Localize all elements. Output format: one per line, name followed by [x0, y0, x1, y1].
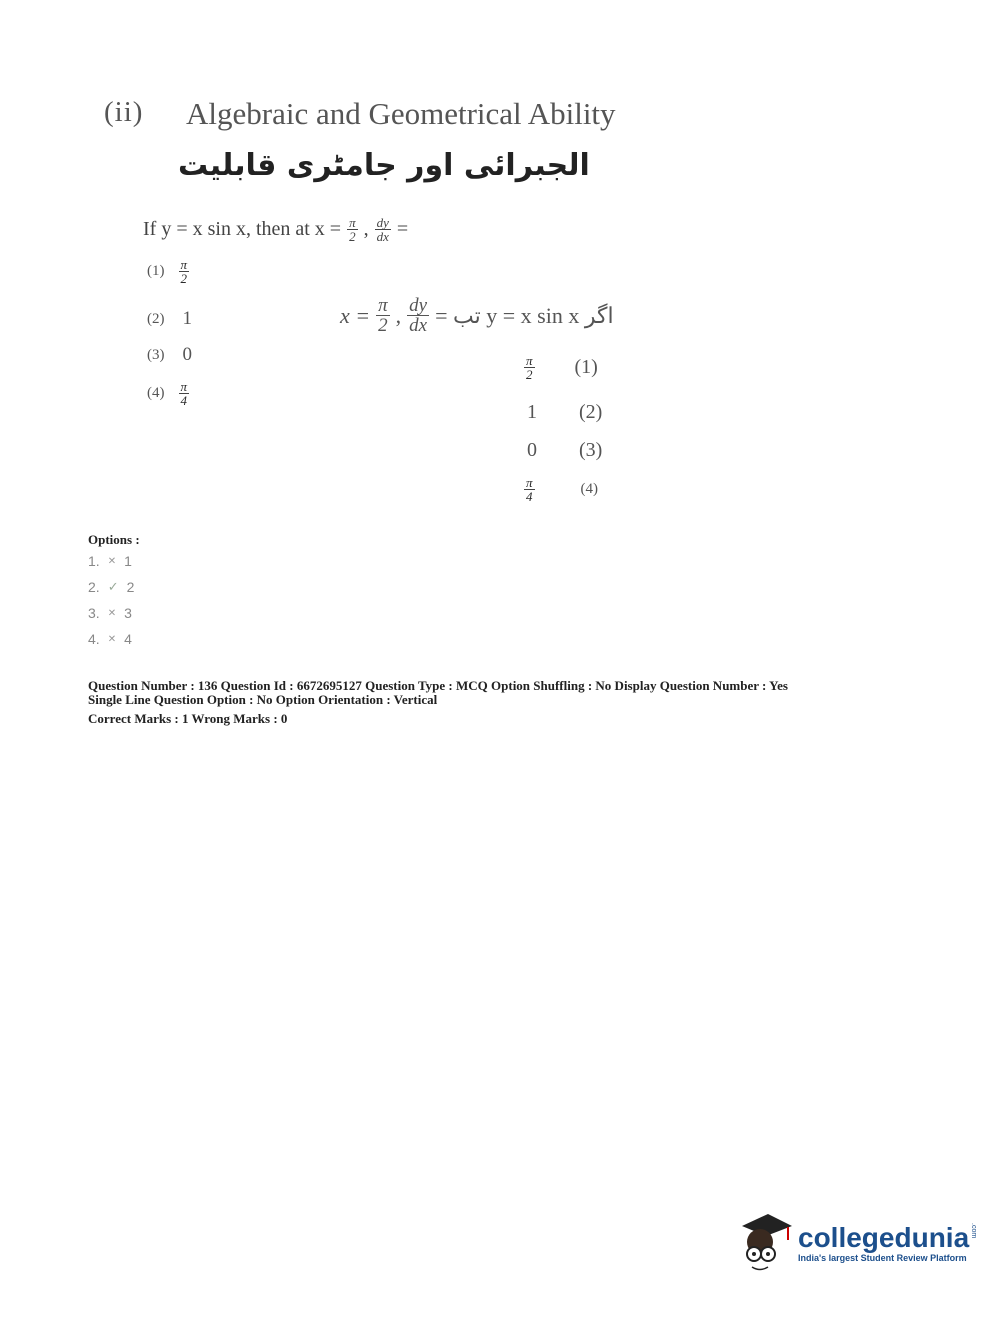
section-title: Algebraic and Geometrical Ability	[186, 96, 616, 131]
question-option-4	[147, 380, 189, 407]
option-label: (3)	[147, 346, 165, 363]
question-option-1	[147, 258, 189, 285]
answer-option-1	[88, 553, 132, 569]
derivative-fraction	[375, 216, 391, 243]
urdu-option-value: 1	[527, 401, 537, 423]
option-label: (4)	[147, 385, 165, 401]
x-fraction	[347, 216, 358, 243]
derivative-numerator: dy	[376, 215, 389, 230]
derivative-denominator: dx	[376, 229, 389, 244]
question-meta-line-1: Question Number : 136 Question Id : 6672695127 Question Type : MCQ Option Shuffling : No Display Question Number : Yes	[88, 678, 788, 693]
urdu-option-fraction	[524, 476, 535, 503]
urdu-option-numerator: π	[526, 353, 533, 368]
answer-option-value: 2	[126, 579, 135, 595]
urdu-derivative-numerator: dy	[409, 295, 428, 316]
option-fraction	[179, 380, 190, 407]
answer-option-value: 1	[124, 553, 132, 569]
answer-option-4	[88, 631, 132, 647]
urdu-option-denominator: 2	[526, 367, 533, 382]
question-option-2	[147, 308, 192, 330]
question-option-3	[147, 344, 192, 366]
answer-option-2	[88, 579, 134, 595]
answer-option-number: 3.	[88, 605, 100, 621]
collegedunia-logo[interactable]	[738, 1212, 977, 1274]
logo-tagline: India's largest Student Review Platform	[798, 1253, 967, 1263]
urdu-option-label: (4)	[580, 481, 599, 497]
answer-option-number: 2.	[88, 579, 100, 595]
urdu-option-numerator: π	[526, 475, 533, 490]
urdu-x-var: x =	[340, 302, 371, 328]
cross-icon: ✕	[107, 555, 117, 567]
question-meta-line-2: Single Line Question Option : No Option Orientation : Vertical	[88, 692, 438, 707]
question-text-urdu	[340, 296, 614, 335]
option-label: (1)	[147, 263, 165, 279]
question-prefix: If y = x sin x, then at x =	[143, 218, 342, 240]
answer-option-number: 4.	[88, 631, 100, 647]
urdu-x-denominator: 2	[378, 315, 388, 336]
check-icon: ✓	[107, 579, 119, 594]
urdu-question-text: = تب y = x sin x اگر	[435, 302, 614, 328]
cross-icon: ✕	[107, 633, 117, 645]
option-denominator: 2	[180, 271, 187, 286]
urdu-option-denominator: 4	[526, 489, 533, 504]
urdu-derivative-denominator: dx	[409, 315, 428, 336]
urdu-x-numerator: π	[378, 295, 388, 316]
option-value: 1	[182, 308, 192, 329]
urdu-option-fraction	[524, 354, 535, 381]
urdu-option-4	[524, 476, 598, 503]
urdu-separator: ,	[395, 302, 402, 328]
option-value: 0	[182, 344, 192, 365]
section-number: (ii)	[104, 96, 144, 128]
x-numerator: π	[349, 215, 356, 230]
option-numerator: π	[180, 257, 188, 272]
answer-option-value: 4	[124, 631, 132, 647]
urdu-option-value: 0	[527, 439, 537, 461]
options-heading: Options :	[88, 532, 140, 547]
urdu-derivative-fraction	[407, 296, 429, 335]
separator: ,	[363, 218, 369, 240]
question-text	[143, 216, 408, 243]
urdu-option-3	[527, 439, 602, 462]
equals-sign: =	[396, 218, 409, 240]
logo-suffix: .com	[970, 1223, 978, 1239]
urdu-option-1	[524, 354, 598, 381]
answer-option-value: 3	[124, 605, 132, 621]
urdu-option-label: (1)	[574, 356, 598, 378]
option-numerator: π	[180, 379, 188, 394]
urdu-x-fraction	[376, 296, 390, 335]
urdu-option-2	[527, 401, 602, 424]
section-title-urdu: الجبرائی اور جامٹری قابلیت	[178, 148, 590, 183]
answer-option-3	[88, 605, 132, 621]
answer-option-number: 1.	[88, 553, 100, 569]
urdu-option-label: (2)	[579, 401, 603, 423]
mascot-icon	[738, 1212, 792, 1274]
option-fraction	[179, 258, 190, 285]
question-meta-line-3: Correct Marks : 1 Wrong Marks : 0	[88, 711, 288, 726]
logo-name: collegedunia	[798, 1222, 970, 1253]
cross-icon: ✕	[107, 607, 117, 619]
urdu-option-label: (3)	[579, 439, 603, 461]
logo-text	[798, 1223, 977, 1263]
x-denominator: 2	[349, 229, 356, 244]
option-denominator: 4	[180, 393, 187, 408]
option-label: (2)	[147, 310, 165, 327]
